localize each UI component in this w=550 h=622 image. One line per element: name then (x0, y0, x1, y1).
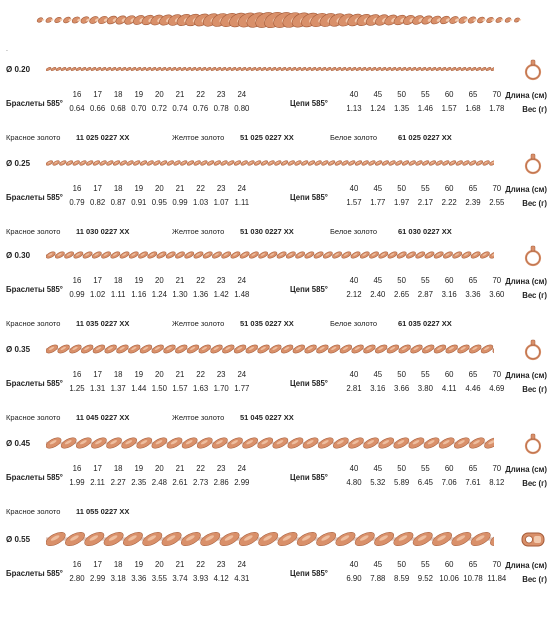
bracelet-weight: 2.99 (90, 574, 106, 583)
chain-length: 65 (468, 184, 478, 193)
chain-weight: 2.40 (370, 290, 386, 299)
bracelet-weight: 1.30 (172, 290, 188, 299)
chain-image (46, 338, 494, 360)
bracelet-length: 17 (93, 464, 102, 473)
bracelet-weight: 1.42 (213, 290, 229, 299)
bracelets-label: Браслеты 585° (6, 569, 63, 578)
bracelet-length: 20 (155, 464, 164, 473)
bracelet-length: 20 (155, 184, 164, 193)
bracelet-length: 21 (175, 184, 185, 193)
clasp-icon (520, 338, 546, 362)
article-codes-row (0, 413, 550, 427)
bracelet-length: 16 (72, 276, 82, 285)
bracelet-length: 17 (93, 276, 102, 285)
white-gold-code: 61 025 0227 XX (398, 133, 452, 142)
chain-weight: 4.69 (489, 384, 505, 393)
clasp-icon (520, 152, 546, 176)
bracelet-length: 21 (175, 464, 185, 473)
red-gold-label: Красное золото (6, 413, 61, 422)
chain-length: 70 (492, 184, 502, 193)
chain-weight: 10.78 (463, 574, 483, 583)
bracelet-weight: 2.35 (131, 478, 147, 487)
bracelet-weight: 1.48 (234, 290, 250, 299)
bracelet-length: 24 (237, 370, 247, 379)
bracelet-length: 20 (155, 276, 164, 285)
bracelet-length: 18 (113, 90, 123, 99)
chain-length: 45 (373, 276, 383, 285)
chain-weight: 3.60 (489, 290, 505, 299)
chain-weight: 9.52 (417, 574, 433, 583)
chain-weight: 1.46 (417, 104, 433, 113)
chains-label: Цепи 585° (290, 285, 328, 294)
clasp-icon (520, 528, 546, 552)
chain-length: 65 (468, 560, 478, 569)
chain-length: 45 (373, 560, 383, 569)
chain-weight: 2.55 (489, 198, 505, 207)
bracelet-length: 18 (113, 370, 123, 379)
bracelet-weight: 1.11 (234, 198, 250, 207)
chain-block (0, 244, 550, 338)
bracelet-weight: 3.36 (131, 574, 147, 583)
chain-length: 45 (373, 90, 383, 99)
yellow-gold-label: Желтое золото (172, 319, 225, 328)
chain-length: 55 (421, 560, 430, 569)
bracelet-weight: 3.55 (151, 574, 167, 583)
chain-length: 60 (444, 90, 454, 99)
chain-block (0, 338, 550, 432)
red-gold-label: Красное золото (6, 133, 61, 142)
bracelet-weight: 1.37 (110, 384, 126, 393)
bracelet-length: 18 (113, 184, 123, 193)
bracelets-label: Браслеты 585° (6, 473, 63, 482)
chain-length: 55 (421, 90, 430, 99)
chain-weight: 4.80 (346, 478, 362, 487)
chain-block (0, 528, 550, 622)
bracelet-weight: 1.03 (193, 198, 209, 207)
chains-label: Цепи 585° (290, 473, 328, 482)
chain-weight: 1.77 (370, 198, 386, 207)
bracelet-length: 22 (196, 464, 205, 473)
chain-block (0, 432, 550, 526)
bracelet-weight: 0.78 (213, 104, 229, 113)
white-gold-label: Белое золото (330, 133, 378, 142)
chain-weight: 2.12 (346, 290, 362, 299)
chain-weight: 1.97 (394, 198, 410, 207)
bracelet-weight: 1.02 (90, 290, 106, 299)
bracelet-weight: 0.91 (131, 198, 147, 207)
white-gold-label: Белое золото (330, 227, 378, 236)
chain-weight: 4.46 (465, 384, 481, 393)
chain-length: 70 (492, 90, 502, 99)
chain-weight: 6.90 (346, 574, 362, 583)
yellow-gold-label: Желтое золото (172, 413, 225, 422)
clasp-icon (520, 432, 546, 456)
chain-block (0, 152, 550, 246)
length-label: Длина (см) (505, 91, 547, 100)
bracelet-length: 24 (237, 276, 247, 285)
weight-label: Вес (г) (522, 105, 547, 114)
yellow-gold-label: Желтое золото (172, 227, 225, 236)
chain-length: 50 (397, 370, 406, 379)
bracelet-length: 17 (93, 370, 102, 379)
bracelet-length: 16 (72, 560, 82, 569)
bracelet-length: 19 (134, 464, 144, 473)
diameter-label: Ø 0.20 (6, 65, 31, 74)
chain-length: 40 (349, 560, 359, 569)
yellow-gold-code: 51 045 0227 XX (240, 413, 294, 422)
bracelet-length: 21 (175, 276, 185, 285)
bracelet-weight: 0.95 (151, 198, 167, 207)
chain-length: 65 (468, 90, 478, 99)
bracelet-weight: 1.99 (69, 478, 85, 487)
chain-weight: 6.45 (417, 478, 433, 487)
chain-weight: 2.81 (346, 384, 362, 393)
chains-label: Цепи 585° (290, 193, 328, 202)
chain-length: 50 (397, 464, 406, 473)
chain-length: 60 (444, 276, 454, 285)
chain-weight: 3.36 (465, 290, 481, 299)
weight-label: Вес (г) (522, 385, 547, 394)
bracelet-weight: 2.61 (172, 478, 188, 487)
bracelet-length: 23 (216, 276, 226, 285)
bracelet-length: 23 (216, 464, 226, 473)
bracelets-label: Браслеты 585° (6, 379, 63, 388)
chain-length: 50 (397, 560, 406, 569)
chain-length: 60 (444, 464, 454, 473)
bracelet-weight: 0.70 (131, 104, 147, 113)
chain-image (46, 244, 494, 266)
chain-length: 70 (492, 560, 502, 569)
white-gold-label: Белое золото (330, 319, 378, 328)
bracelet-length: 18 (113, 464, 123, 473)
red-gold-code: 11 045 0227 XX (76, 413, 130, 422)
chain-weight: 7.88 (370, 574, 386, 583)
diameter-label: Ø 0.55 (6, 535, 31, 544)
hero-chain-image (0, 0, 550, 40)
length-label: Длина (см) (505, 561, 547, 570)
bracelet-length: 21 (175, 90, 185, 99)
bracelet-length: 19 (134, 184, 144, 193)
chain-length: 70 (492, 370, 502, 379)
chain-length: 40 (349, 184, 359, 193)
bracelet-weight: 0.64 (69, 104, 85, 113)
chain-weight: 10.06 (439, 574, 459, 583)
chain-length: 40 (349, 90, 359, 99)
red-gold-code: 11 055 0227 XX (76, 507, 130, 516)
article-codes-row (0, 319, 550, 333)
bracelet-weight: 0.74 (172, 104, 188, 113)
chain-weight: 8.12 (489, 478, 505, 487)
weight-label: Вес (г) (522, 291, 547, 300)
diameter-label: Ø 0.30 (6, 251, 31, 260)
red-gold-label: Красное золото (6, 227, 61, 236)
bracelet-length: 24 (237, 90, 247, 99)
bracelet-weight: 2.48 (151, 478, 167, 487)
bracelet-weight: 0.82 (90, 198, 106, 207)
bracelet-length: 23 (216, 560, 226, 569)
bracelet-length: 18 (113, 560, 123, 569)
bracelet-weight: 2.73 (193, 478, 209, 487)
length-label: Длина (см) (505, 277, 547, 286)
yellow-gold-code: 51 030 0227 XX (240, 227, 294, 236)
bracelet-weight: 0.68 (110, 104, 126, 113)
chain-weight: 2.87 (417, 290, 433, 299)
bracelet-weight: 1.24 (151, 290, 167, 299)
bracelets-label: Браслеты 585° (6, 193, 63, 202)
article-codes-row (0, 507, 550, 521)
bracelet-weight: 1.16 (131, 290, 147, 299)
bracelet-length: 22 (196, 90, 205, 99)
chain-weight: 1.68 (465, 104, 481, 113)
chain-length: 60 (444, 370, 454, 379)
chain-length: 65 (468, 464, 478, 473)
bracelet-weight: 0.79 (69, 198, 85, 207)
bracelet-length: 17 (93, 90, 102, 99)
chain-weight: 3.16 (370, 384, 386, 393)
chain-length: 70 (492, 464, 502, 473)
diameter-label: Ø 0.35 (6, 345, 31, 354)
chains-label: Цепи 585° (290, 379, 328, 388)
clasp-icon (520, 58, 546, 82)
bracelet-length: 17 (93, 184, 102, 193)
chain-weight: 5.32 (370, 478, 386, 487)
bracelet-weight: 1.57 (172, 384, 188, 393)
bracelet-weight: 4.31 (234, 574, 250, 583)
chain-length: 55 (421, 276, 430, 285)
bracelet-length: 20 (155, 90, 164, 99)
bracelet-weight: 2.27 (110, 478, 126, 487)
bracelet-length: 22 (196, 370, 205, 379)
bracelet-weight: 1.77 (234, 384, 250, 393)
diameter-label: Ø 0.25 (6, 159, 31, 168)
bracelet-weight: 1.44 (131, 384, 147, 393)
chain-length: 50 (397, 184, 406, 193)
bracelet-length: 21 (175, 370, 185, 379)
bracelet-weight: 1.31 (90, 384, 106, 393)
chain-length: 50 (397, 276, 406, 285)
bracelet-length: 17 (93, 560, 102, 569)
bracelet-length: 18 (113, 276, 123, 285)
bracelet-length: 22 (196, 276, 205, 285)
chain-length: 70 (492, 276, 502, 285)
chain-length: 40 (349, 276, 359, 285)
chain-weight: 4.11 (441, 384, 457, 393)
bracelet-weight: 2.80 (69, 574, 85, 583)
bracelet-weight: 1.50 (151, 384, 167, 393)
clasp-icon (520, 244, 546, 268)
chain-weight: 7.61 (465, 478, 481, 487)
bracelet-weight: 0.66 (90, 104, 106, 113)
red-gold-code: 11 025 0227 XX (76, 133, 130, 142)
weight-label: Вес (г) (522, 479, 547, 488)
bracelet-weight: 1.07 (213, 198, 229, 207)
weight-label: Вес (г) (522, 199, 547, 208)
bracelet-weight: 1.70 (213, 384, 229, 393)
chain-weight: 2.22 (441, 198, 457, 207)
chain-weight: 1.35 (394, 104, 410, 113)
article-codes-row (0, 133, 550, 147)
chains-label: Цепи 585° (290, 569, 328, 578)
bracelet-length: 24 (237, 184, 247, 193)
red-gold-code: 11 035 0227 XX (76, 319, 130, 328)
bracelet-weight: 2.86 (213, 478, 229, 487)
white-gold-code: 61 030 0227 XX (398, 227, 452, 236)
bracelet-weight: 1.63 (193, 384, 209, 393)
bracelet-length: 16 (72, 370, 82, 379)
chain-length: 55 (421, 184, 430, 193)
chain-length: 45 (373, 184, 383, 193)
bracelet-length: 16 (72, 184, 82, 193)
length-label: Длина (см) (505, 371, 547, 380)
bracelet-weight: 0.99 (69, 290, 85, 299)
chain-weight: 3.16 (441, 290, 457, 299)
bracelet-length: 23 (216, 370, 226, 379)
bracelet-length: 23 (216, 184, 226, 193)
chain-length: 65 (468, 276, 478, 285)
chain-weight: 3.66 (394, 384, 410, 393)
chain-weight: 11.84 (487, 574, 507, 583)
red-gold-label: Красное золото (6, 507, 61, 516)
bracelet-weight: 1.36 (193, 290, 209, 299)
chain-image (46, 432, 494, 454)
bracelet-weight: 0.72 (151, 104, 167, 113)
red-gold-code: 11 030 0227 XX (76, 227, 130, 236)
diameter-label: Ø 0.45 (6, 439, 31, 448)
chain-block (0, 58, 550, 152)
weight-label: Вес (г) (522, 575, 547, 584)
bracelet-weight: 3.74 (172, 574, 188, 583)
chain-length: 55 (421, 370, 430, 379)
bracelet-length: 24 (237, 464, 247, 473)
bracelets-label: Браслеты 585° (6, 285, 63, 294)
chain-weight: 2.39 (465, 198, 481, 207)
chain-length: 60 (444, 184, 454, 193)
chain-weight: 3.80 (417, 384, 433, 393)
bracelets-label: Браслеты 585° (6, 99, 63, 108)
chain-weight: 2.65 (394, 290, 410, 299)
bracelet-length: 20 (155, 370, 164, 379)
chain-weight: 1.13 (346, 104, 362, 113)
bracelet-length: 21 (175, 560, 185, 569)
yellow-gold-label: Желтое золото (172, 133, 225, 142)
chain-weight: 1.78 (489, 104, 505, 113)
chain-length: 65 (468, 370, 478, 379)
chain-weight: 1.24 (370, 104, 386, 113)
chain-image (46, 58, 494, 80)
bracelet-length: 22 (196, 184, 205, 193)
white-gold-code: 61 035 0227 XX (398, 319, 452, 328)
article-codes-row (0, 227, 550, 241)
bracelet-length: 22 (196, 560, 205, 569)
bracelet-length: 19 (134, 90, 144, 99)
chain-image (46, 528, 494, 550)
chain-length: 40 (349, 370, 359, 379)
bracelet-length: 16 (72, 464, 82, 473)
bracelet-weight: 0.80 (234, 104, 250, 113)
bracelet-length: 19 (134, 276, 144, 285)
page-dot: . (6, 46, 8, 53)
bracelet-length: 19 (134, 370, 144, 379)
bracelet-weight: 4.12 (213, 574, 229, 583)
bracelet-length: 20 (155, 560, 164, 569)
bracelet-weight: 3.18 (110, 574, 126, 583)
chain-weight: 1.57 (346, 198, 362, 207)
chain-length: 50 (397, 90, 406, 99)
bracelet-weight: 3.93 (193, 574, 209, 583)
chain-length: 55 (421, 464, 430, 473)
chain-weight: 2.17 (417, 198, 433, 207)
chain-weight: 7.06 (441, 478, 457, 487)
length-label: Длина (см) (505, 465, 547, 474)
bracelet-weight: 1.11 (110, 290, 126, 299)
chain-length: 45 (373, 464, 383, 473)
chain-weight: 5.89 (394, 478, 410, 487)
bracelet-weight: 0.76 (193, 104, 209, 113)
chain-weight: 8.59 (394, 574, 410, 583)
bracelet-weight: 1.25 (69, 384, 85, 393)
bracelet-length: 24 (237, 560, 247, 569)
chain-length: 60 (444, 560, 454, 569)
chain-length: 45 (373, 370, 383, 379)
bracelet-weight: 0.87 (110, 198, 126, 207)
yellow-gold-code: 51 025 0227 XX (240, 133, 294, 142)
chains-label: Цепи 585° (290, 99, 328, 108)
bracelet-length: 19 (134, 560, 144, 569)
bracelet-weight: 2.11 (90, 478, 105, 487)
chain-image (46, 152, 494, 174)
red-gold-label: Красное золото (6, 319, 61, 328)
chain-length: 40 (349, 464, 359, 473)
chain-weight: 1.57 (441, 104, 457, 113)
yellow-gold-code: 51 035 0227 XX (240, 319, 294, 328)
bracelet-length: 16 (72, 90, 82, 99)
bracelet-weight: 2.99 (234, 478, 250, 487)
bracelet-length: 23 (216, 90, 226, 99)
length-label: Длина (см) (505, 185, 547, 194)
bracelet-weight: 0.99 (172, 198, 188, 207)
